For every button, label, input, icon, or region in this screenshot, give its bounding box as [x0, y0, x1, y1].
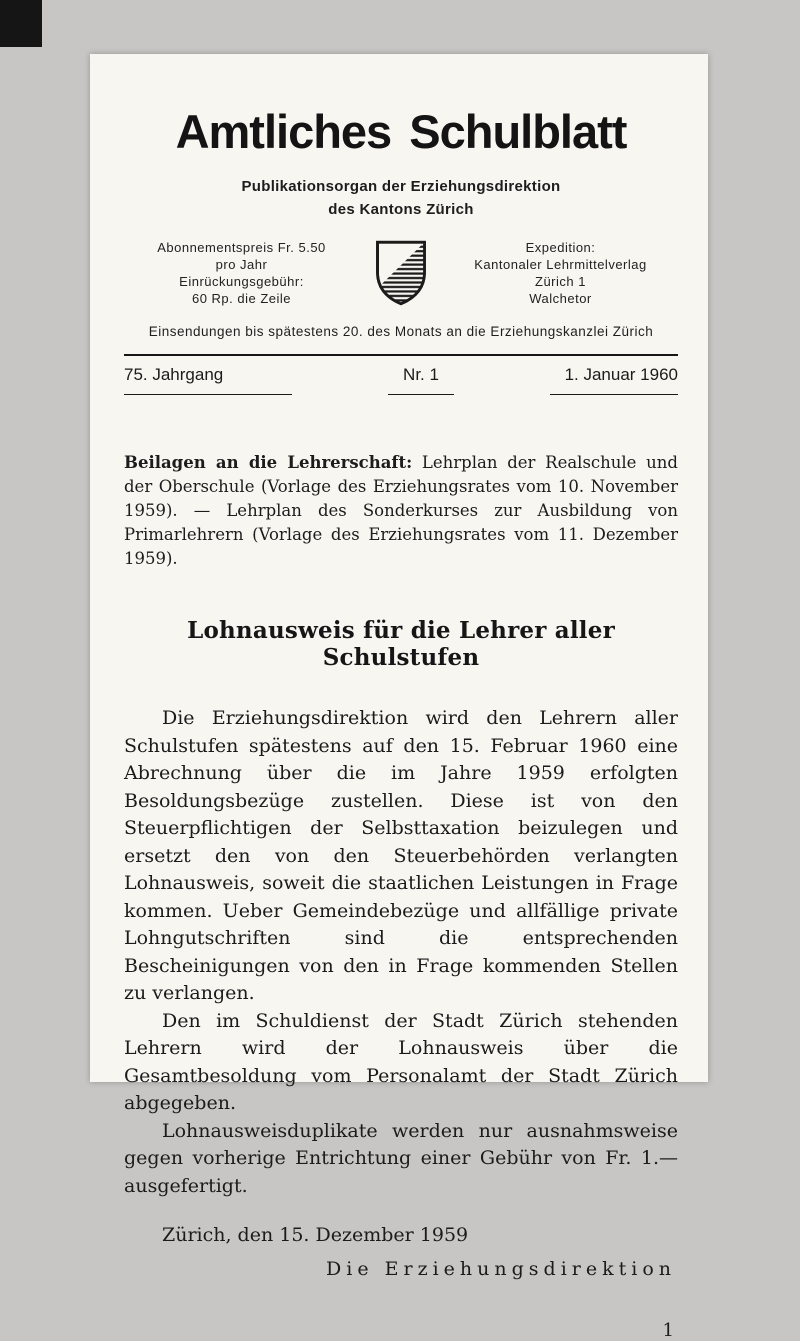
masthead-subtitle	[124, 175, 678, 221]
article-heading: Lohnausweis für die Lehrer aller Schulstufen	[187, 617, 615, 671]
beilagen-label: Beilagen an die Lehrerschaft:	[124, 453, 413, 472]
masthead-subtitle-line1: Publikationsorgan der Erziehungsdirektion	[241, 178, 561, 195]
article-paragraph: Lohnausweisduplikate werden nur ausnahmsweise gegen vorherige Entrichtung einer Gebühr von Fr. 1.— ausgefertigt.	[124, 1119, 678, 1197]
expedition-info-line: Zürich 1	[535, 274, 586, 289]
subscription-info-line: Einrückungsgebühr:	[179, 274, 304, 289]
article-signature: Die Erziehungsdirektion	[326, 1258, 676, 1280]
masthead	[124, 104, 678, 395]
issue-line	[124, 365, 678, 395]
article-paragraph: Den im Schuldienst der Stadt Zürich stehenden Lehrern wird der Lohnausweis über die Gesamtbesoldung vom Personalamt der Stadt Zürich abgegeben.	[124, 1009, 678, 1114]
article-paragraph: Die Erziehungsdirektion wird den Lehrern aller Schulstufen spätestens auf den 15. Februar 1960 eine Abrechnung über die im Jahre 1959 erfolgten Besoldungsbezüge zustellen. Diese ist von den Steuerpflichtigen der Selbsttaxation beizulegen und ersetzt den von den Steuerbehörden verlangten Lohnausweis, soweit die staatlichen Leistungen in Frage kommen. Ueber Gemeindebezüge und allfällige private Lohngutschriften sind die entsprechenden Bescheinigungen von den in Frage kommenden Stellen zu verlangen.	[124, 707, 678, 1004]
issue-volume: 75. Jahrgang	[124, 365, 292, 395]
beilagen-text: Lehrplan der Realschule und der Oberschule (Vorlage des Erziehungsrates vom 10. November 1959). — Lehrplan des Sonderkurses zur Ausbildung von Primarlehrern (Vorlage des Erziehungsrates vom 11. Dezember 1959).	[124, 453, 678, 568]
subscription-info-line: 60 Rp. die Zeile	[191, 291, 292, 306]
zurich-coat-of-arms-icon	[373, 240, 429, 306]
expedition-info	[443, 239, 678, 307]
issue-number: Nr. 1	[388, 365, 454, 395]
scan-corner-artifact	[0, 0, 42, 47]
issue-date: 1. Januar 1960	[550, 365, 678, 395]
subscription-info-line: pro Jahr	[215, 257, 268, 272]
expedition-info-line: Expedition:	[525, 240, 596, 255]
subscription-info	[124, 239, 359, 307]
article-body	[124, 451, 678, 1341]
expedition-info-line: Kantonaler Lehrmittelverlag	[474, 257, 647, 272]
masthead-divider	[124, 354, 678, 356]
emblem-wrap	[359, 240, 443, 306]
expedition-info-line: Walchetor	[529, 291, 592, 306]
beilagen-paragraph	[124, 451, 678, 571]
masthead-subtitle-line2: des Kantons Zürich	[328, 201, 474, 218]
page-number: 1	[662, 1320, 674, 1341]
subscription-info-line: Abonnementspreis Fr. 5.50	[157, 240, 326, 255]
masthead-info-row	[124, 239, 678, 307]
submission-note: Einsendungen bis spätestens 20. des Monats an die Erziehungskanzlei Zürich	[148, 324, 654, 339]
masthead-title: Amtliches Schulblatt	[175, 105, 627, 158]
article-dateline: Zürich, den 15. Dezember 1959	[162, 1224, 469, 1246]
document-page	[90, 54, 708, 1341]
